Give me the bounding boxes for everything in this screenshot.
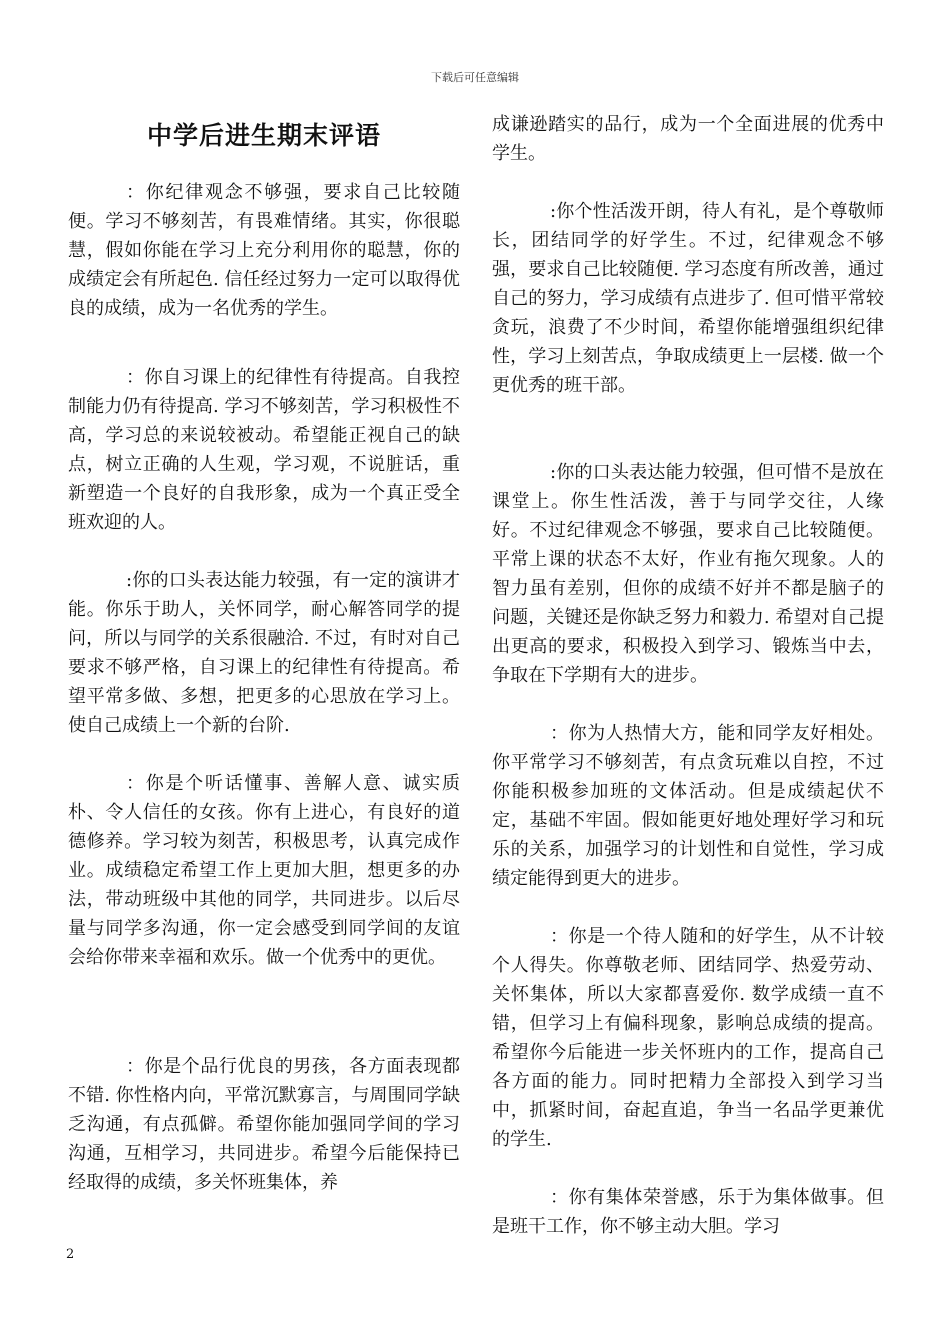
comment-paragraph: ：你是个听话懂事、善解人意、诚实质朴、令人信任的女孩。你有上进心，有良好的道德修养。学习较为刻苦，积极思考，认真完成作业。成绩稳定希望工作上更加大胆，想更多的办法，带动班级中其他的同学，共同进步。以后尽量与同学多沟通，你一定会感受到同学间的友谊会给你带来幸福和欢乐。做一个优秀中的更优。 <box>68 773 460 968</box>
comment-paragraph: ：你为人热情大方，能和同学友好相处。你平常学习不够刻苦，有点贪玩难以自控，不过你能积极参加班的文体活动。但是成绩起伏不定，基础不牢固。假如能更好地处理好学习和玩乐的关系，加强学习的计划性和自觉性，学习成绩定能得到更大的进步。 <box>492 723 884 889</box>
comment-paragraph: ：你纪律观念不够强，要求自己比较随便。学习不够刻苦，有畏难情绪。其实，你很聪慧，假如你能在学习上充分利用你的聪慧，你的成绩定会有所起色. 信任经过努力一定可以取得优良的成绩，成为一名优秀的学生。 <box>68 182 460 319</box>
comment-paragraph: ：你是一个待人随和的好学生，从不计较个人得失。你尊敬老师、团结同学、热爱劳动、关怀集体，所以大家都喜爱你. 数学成绩一直不错，但学习上有偏科现象，影响总成绩的提高。希望你今后能进一步关怀班内的工作，提高自己各方面的能力。同时把精力全部投入到学习当中，抓紧时间，奋起直追，争当一名品学更兼优的学生. <box>492 926 884 1150</box>
comment-paragraph: ：你有集体荣誉感，乐于为集体做事。但是班干工作，你不够主动大胆。学习 <box>492 1187 884 1237</box>
document-title: 中学后进生期末评语 <box>146 121 381 150</box>
comment-paragraph: :你的口头表达能力较强，但可惜不是放在课堂上。你生性活泼，善于与同学交往，人缘好。不过纪律观念不够强，要求自己比较随便。平常上课的状态不太好，作业有拖欠现象。人的智力虽有差别，但你的成绩不好并不都是脑子的问题，关键还是你缺乏努力和毅力. 希望对自己提出更高的要求，积极投入到学习、锻炼当中去，争取在下学期有大的进步。 <box>492 462 884 686</box>
page-number: 2 <box>66 1247 75 1262</box>
comment-paragraph-continued: 成谦逊踏实的品行，成为一个全面进展的优秀中学生。 <box>492 114 884 164</box>
comment-paragraph: ：你是个品行优良的男孩，各方面表现都不错. 你性格内向，平常沉默寡言，与周围同学缺乏沟通，有点孤僻。希望你能加强同学间的学习沟通，互相学习，共同进步。希望今后能保持已经取得的成绩，多关怀班集体，养 <box>68 1056 460 1193</box>
comment-paragraph: :你的口头表达能力较强，有一定的演讲才能。你乐于助人，关怀同学，耐心解答同学的提问，所以与同学的关系很融洽. 不过，有时对自己要求不够严格，自习课上的纪律性有待提高。希望平常多做、多想，把更多的心思放在学习上。使自己成绩上一个新的台阶. <box>68 570 460 736</box>
header-note: 下载后可任意编辑 <box>431 71 519 84</box>
right-column <box>492 110 884 1241</box>
comment-paragraph: ：你自习课上的纪律性有待提高。自我控制能力仍有待提高. 学习不够刻苦，学习积极性不高，学习总的来说较被动。希望能正视自己的缺点，树立正确的人生观，学习观，不说脏话，重新塑造一个良好的自我形象，成为一个真正受全班欢迎的人。 <box>68 367 460 533</box>
left-column <box>68 110 460 1197</box>
comment-paragraph: :你个性活泼开朗，待人有礼，是个尊敬师长，团结同学的好学生。不过，纪律观念不够强，要求自己比较随便. 学习态度有所改善，通过自己的努力，学习成绩有点进步了. 但可惜平常较贪玩，浪费了不少时间，希望你能增强组织纪律性，学习上刻苦点，争取成绩更上一层楼. 做一个更优秀的班干部。 <box>492 201 884 396</box>
